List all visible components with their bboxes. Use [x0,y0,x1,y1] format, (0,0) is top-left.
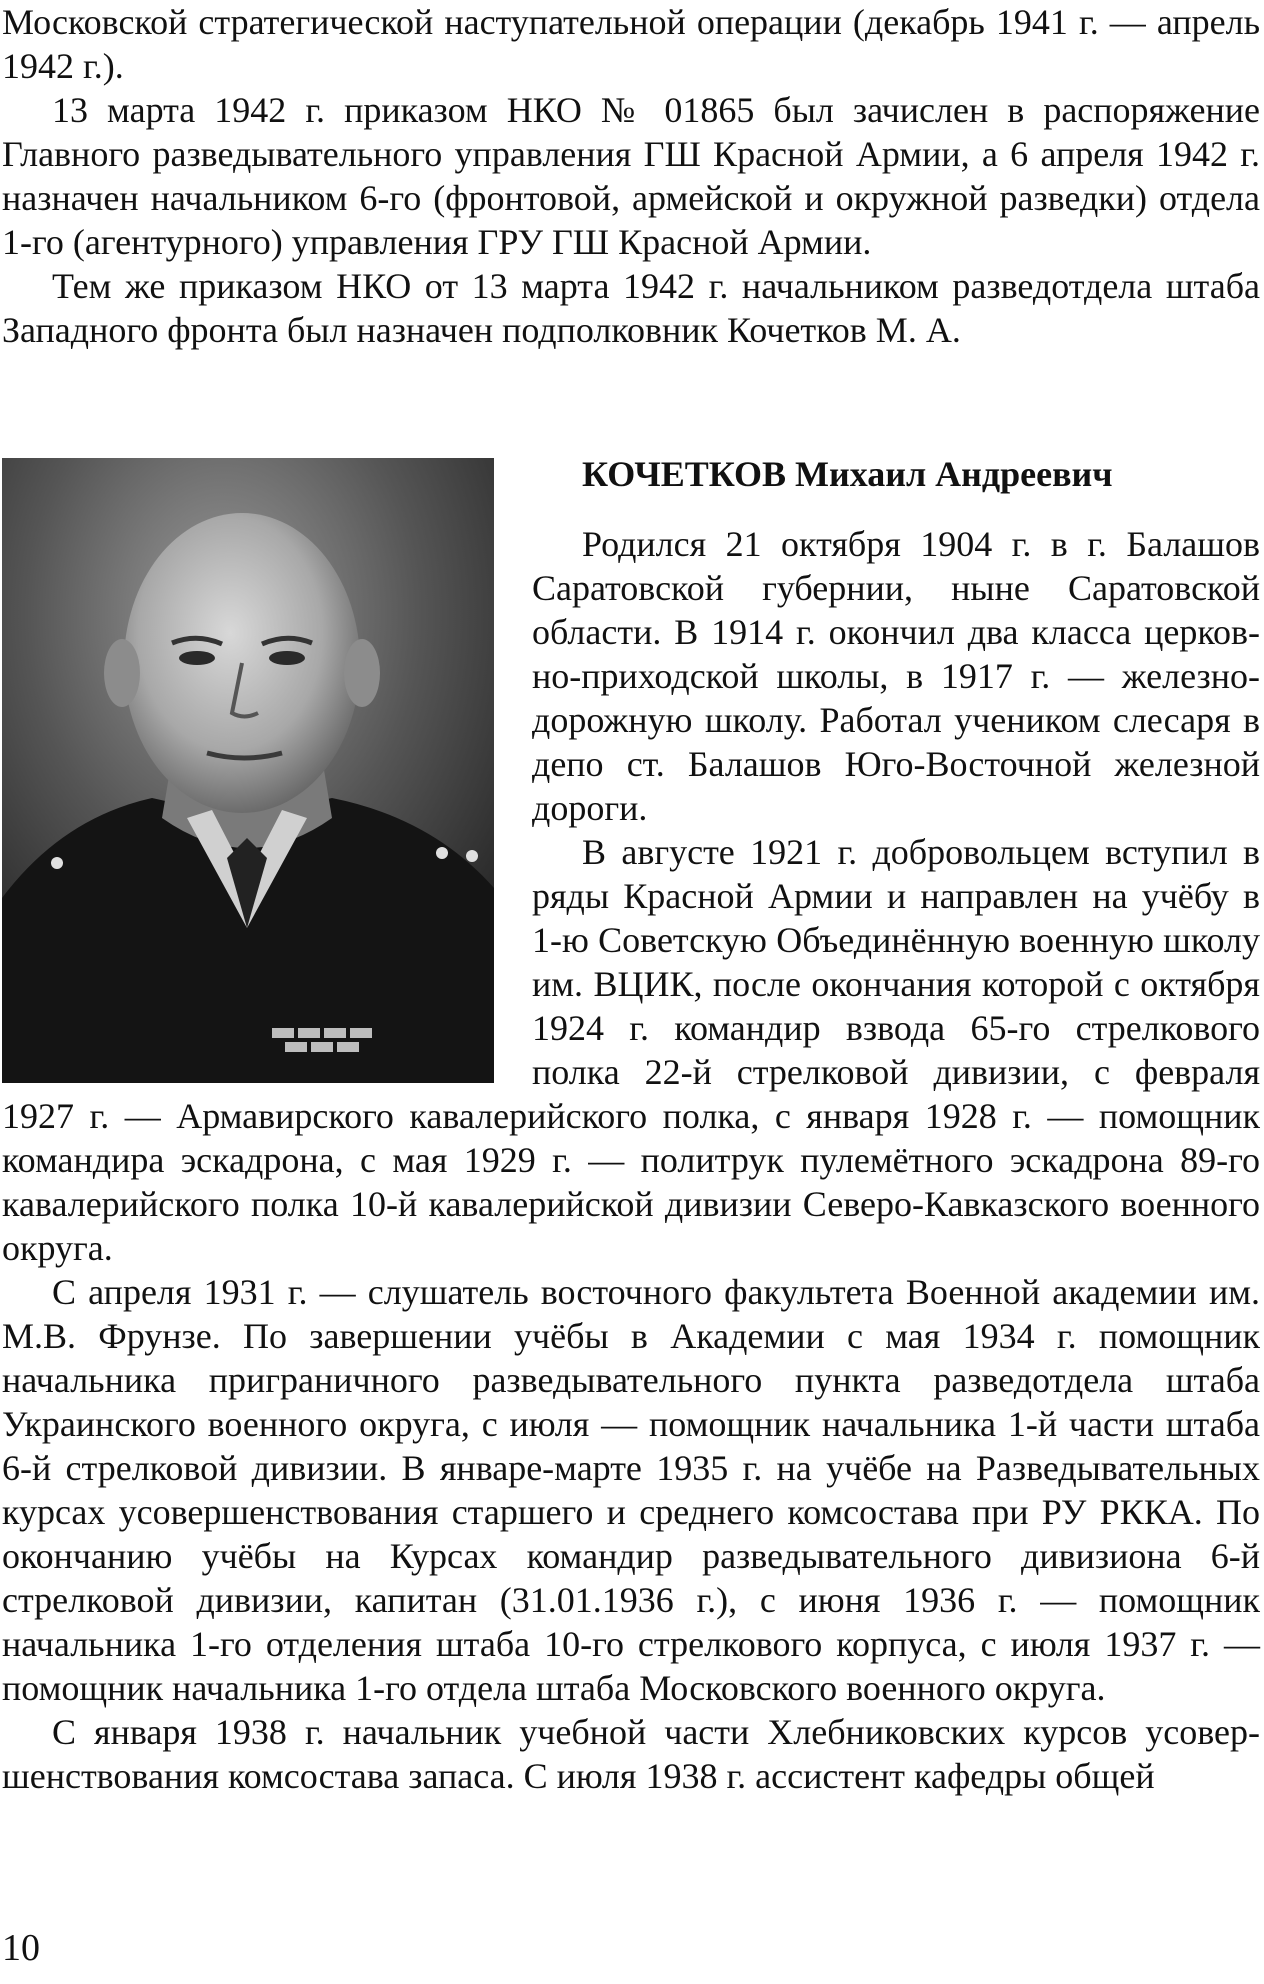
intro-paragraph-3: Тем же приказом НКО от 13 марта 1942 г. начальником разведотдела штаба Западного фронта был назначен подполковник Кочетков М. А. [2,266,1260,350]
bio-paragraph-3: С апреля 1931 г. — слушатель восточного факультета Военной академии им. М.В. Фрунзе. По завершении учёбы в Академии с мая 1934 г. помощник начальника приграничного разведывательного пункта разведотдела штаба Украинского военного округа, с июля — помощник начальника 1-й части штаба 6-й стрелковой дивизии. В январе-марте 1935 г. на учёбе на Разведывательных курсах усовершенствования старшего и среднего комсостава при РУ РККА. По окончанию учёбы на Курсах командир разведывательного дивизиона 6-й стрелковой дивизии, капитан (31.01.1936 г.), с июня 1936 г. — помощник начальника 1-го отделения штаба 10-го стрелкового корпуса, с июля 1937 г. — помощник начальника 1-го отдела штаба Московского военного округа. [2,1272,1260,1708]
intro-paragraph-2: 13 марта 1942 г. приказом НКО № 01865 был зачислен в распоряжение Главного разведывательного управления ГШ Красной Армии, а 6 апреля 1942 г. назначен начальником 6-го (фронтовой, армейской и окружной разведки) отдела 1-го (агентурного) управления ГРУ ГШ Красной Армии. [2,90,1260,262]
bio-paragraph-1: Родился 21 октября 1904 г. в г. Балашов Саратовской губернии, ныне Саратовской области. В 1914 г. окончил два класса церковно-приходской школы, в 1917 г. — железнодорожную школу. Работал учеником слесаря в депо ст. Балашов Юго-Восточной железной дороги. [532,524,1260,828]
book-page [2,0,1260,1984]
page-number: 10 [2,1927,40,1969]
intro-paragraph-1: Московской стратегической наступательной операции (декабрь 1941 г. — апрель 1942 г.). [2,2,1260,86]
portrait-photo [2,458,494,1083]
biography-section [2,452,1260,1798]
person-name-heading: КОЧЕТКОВ Михаил Андреевич [582,454,1113,494]
bio-paragraph-4: С января 1938 г. начальник учебной части Хлебниковских курсов усовершенствования комсостава запаса. С июля 1938 г. ассистент кафедры общей [2,1712,1260,1796]
bio-paragraph-2: В августе 1921 г. добровольцем вступил в ряды Красной Армии и направлен на учёбу в 1-ю Советскую Объединённую военную школу им. ВЦИК, после окончания которой с октября 1924 г. командир взвода 65-го стрелкового полка 22-й стрелковой дивизии, с февраля 1927 г. — Армавирского кавалерийского полка, с января 1928 г. — помощник командира эскадрона, с мая 1929 г. — политрук пулемётного эскадрона 89-го кавалерийского полка 10-й кавалерийской дивизии Северо-Кавказского военного округа. [2,832,1260,1268]
portrait-illustration [2,458,494,1083]
intro-text [2,0,1260,352]
